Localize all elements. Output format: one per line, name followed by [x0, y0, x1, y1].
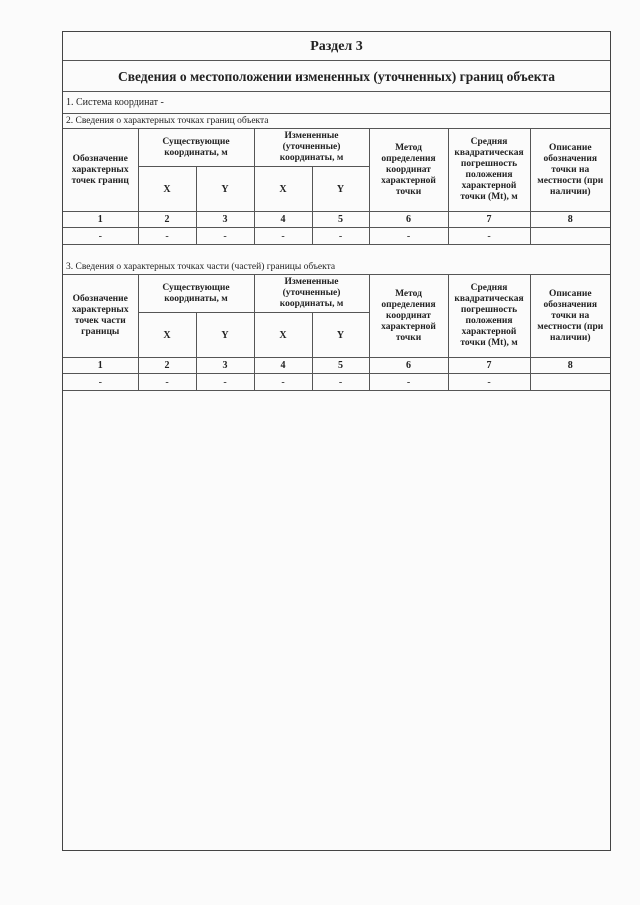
table-2 [63, 274, 610, 391]
table-1-label: 2. Сведения о характерных точках границ объекта [66, 116, 269, 126]
header-y-existing: Y [196, 313, 254, 358]
column-number: 3 [196, 212, 254, 228]
table-cell: - [312, 374, 369, 391]
header-x-changed: X [254, 167, 312, 212]
table-cell: - [138, 374, 196, 391]
column-number: 4 [254, 212, 312, 228]
header-x-existing: X [138, 167, 196, 212]
table-2-label: 3. Сведения о характерных точках части (частей) границы объекта [66, 262, 336, 272]
table-cell: - [196, 228, 254, 245]
coordinate-system: 1. Система координат - [63, 92, 610, 114]
column-number: 8 [530, 212, 610, 228]
header-method: Метод определения координат характерной точки [369, 129, 448, 212]
header-x-existing: X [138, 313, 196, 358]
header-existing: Существующие координаты, м [138, 275, 254, 313]
table-cell: - [138, 228, 196, 245]
header-description: Описание обозначения точки на местности (при наличии) [530, 275, 610, 358]
header-method: Метод определения координат характерной точки [369, 275, 448, 358]
table-cell: - [369, 228, 448, 245]
column-number: 1 [63, 212, 138, 228]
column-number: 1 [63, 358, 138, 374]
header-accuracy: Средняя квадратическая погрешность положения характерной точки (Mt), м [448, 129, 530, 212]
table-cell: - [312, 228, 369, 245]
header-changed: Измененные (уточненные) координаты, м [254, 275, 369, 313]
header-description: Описание обозначения точки на местности (при наличии) [530, 129, 610, 212]
column-number: 7 [448, 358, 530, 374]
header-y-existing: Y [196, 167, 254, 212]
column-number: 6 [369, 212, 448, 228]
table-cell: - [369, 374, 448, 391]
section-title: Раздел 3 [63, 32, 610, 61]
table-cell: - [63, 374, 138, 391]
table-cell: - [254, 374, 312, 391]
table-cell: - [448, 228, 530, 245]
header-y-changed: Y [312, 167, 369, 212]
column-number: 8 [530, 358, 610, 374]
table-cell [530, 228, 610, 245]
table-cell: - [254, 228, 312, 245]
column-number: 6 [369, 358, 448, 374]
table-cell: - [448, 374, 530, 391]
header-designation: Обозначение характерных точек границ [63, 129, 138, 212]
page-subtitle: Сведения о местоположении измененных (уточненных) границ объекта [63, 61, 610, 92]
column-number: 5 [312, 212, 369, 228]
document-frame [62, 31, 611, 851]
column-number: 2 [138, 358, 196, 374]
column-number: 2 [138, 212, 196, 228]
table-cell [530, 374, 610, 391]
column-number: 3 [196, 358, 254, 374]
table-cell: - [63, 228, 138, 245]
header-existing: Существующие координаты, м [138, 129, 254, 167]
table-1 [63, 128, 610, 245]
header-changed: Измененные (уточненные) координаты, м [254, 129, 369, 167]
table-cell: - [196, 374, 254, 391]
header-designation: Обозначение характерных точек части границы [63, 275, 138, 358]
column-number: 4 [254, 358, 312, 374]
header-y-changed: Y [312, 313, 369, 358]
header-accuracy: Средняя квадратическая погрешность положения характерной точки (Mt), м [448, 275, 530, 358]
column-number: 5 [312, 358, 369, 374]
column-number: 7 [448, 212, 530, 228]
header-x-changed: X [254, 313, 312, 358]
